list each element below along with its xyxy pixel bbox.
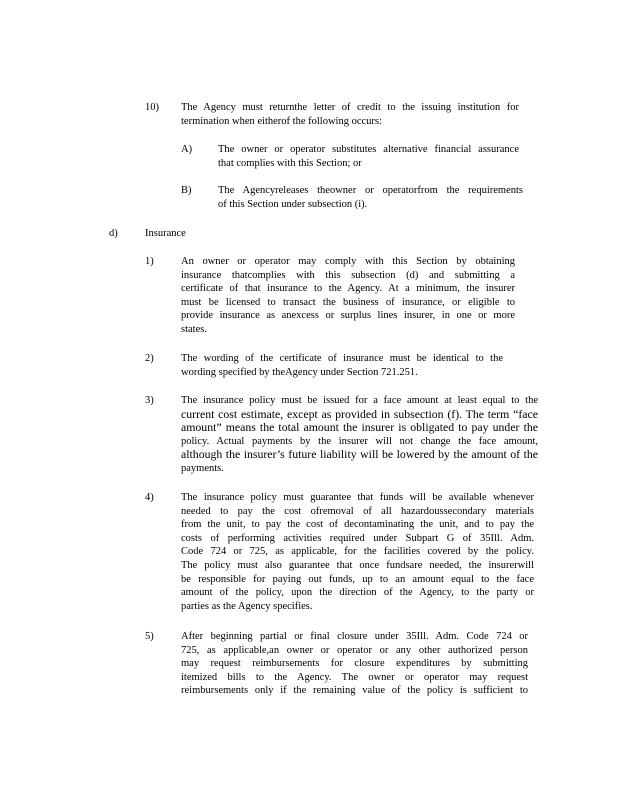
text-line: itemized bills to the Agency. The owner or operator may request [181, 671, 528, 683]
text-line: wording specified by theAgency under Section 721.251. [181, 366, 418, 378]
text-line: The Agency must returnthe letter of credit to the issuing institution for [181, 102, 519, 113]
text-line: reimbursements only if the remaining value of the policy is sufficient to [181, 685, 528, 697]
item-d5-text [181, 630, 528, 698]
item-d5-number: 5) [145, 631, 154, 642]
text-line: The insurance policy must guarantee that funds will be available whenever [181, 492, 534, 503]
item-d3-text [181, 394, 538, 476]
text-line: Code 724 or 725, as applicable, for the facilities covered by the policy. [181, 546, 534, 558]
text-line: insurance thatcomplies with this subsection (d) and submitting a [181, 269, 515, 281]
text-line: states. [181, 323, 207, 335]
text-line: The Agencyreleases theowner or operatorfrom the requirements [218, 185, 523, 196]
item-d1-text [181, 255, 515, 337]
text-line: be responsible for paying out funds, up to an amount equal to the face [181, 573, 534, 585]
text-line: certificate of that insurance to the Agency. At a minimum, the insurer [181, 283, 515, 295]
item-10-text [181, 101, 519, 128]
item-d4-text [181, 491, 534, 613]
item-10b-label: B) [181, 185, 192, 196]
item-d4-number: 4) [145, 492, 154, 503]
item-d2-text [181, 352, 503, 379]
text-line: The policy must also guarantee that once fundsare needed, the insurerwill [181, 559, 534, 571]
item-d1-number: 1) [145, 256, 154, 267]
text-line: parties as the Agency specifies. [181, 600, 313, 612]
text-line: of this Section under subsection (i). [218, 198, 368, 210]
section-d-label: d) [109, 228, 118, 239]
text-line: termination when eitherof the following occurs: [181, 115, 382, 127]
text-line: After beginning partial or final closure under 35Ill. Adm. Code 724 or [181, 631, 528, 642]
text-line: amount” means the total amount the insurer is obligated to pay under the [181, 420, 538, 435]
text-line: 725, as applicable,an owner or operator or any other authorized person [181, 644, 528, 656]
text-line: An owner or operator may comply with this Section by obtaining [181, 256, 515, 267]
text-line: policy. Actual payments by the insurer will not change the face amount, [181, 435, 538, 447]
text-line: that complies with this Section; or [218, 157, 362, 169]
text-line: The insurance policy must be issued for a face amount at least equal to the [181, 395, 538, 406]
section-d-title: Insurance [145, 228, 186, 239]
item-10a-label: A) [181, 144, 193, 155]
text-line: needed to pay the cost ofremoval of all hazardoussecondary materials [181, 505, 534, 517]
text-line: provide insurance as anexcess or surplus lines insurer, in one or more [181, 310, 515, 322]
item-10b-text [218, 184, 523, 211]
text-line: payments. [181, 462, 224, 474]
item-10a-text [218, 143, 519, 170]
item-d2-number: 2) [145, 353, 154, 364]
text-line: from the unit, to pay the cost of decontaminating the unit, and to pay the [181, 519, 534, 531]
text-line: costs of performing activities required under Subpart G of 35Ill. Adm. [181, 532, 534, 544]
item-10-number: 10) [145, 102, 159, 113]
text-line: amount of the policy, upon the direction of the Agency, to the party or [181, 587, 534, 599]
text-line: may request reimbursements for closure expenditures by submitting [181, 658, 528, 670]
text-line: current cost estimate, except as provided in subsection (f). The term “face [181, 406, 538, 421]
text-line: must be licensed to transact the business of insurance, or eligible to [181, 296, 515, 308]
text-line: The owner or operator substitutes alternative financial assurance [218, 144, 519, 155]
text-line: although the insurer’s future liability will be lowered by the amount of the [181, 447, 538, 462]
text-line: The wording of the certificate of insurance must be identical to the [181, 353, 503, 364]
item-d3-number: 3) [145, 395, 154, 406]
